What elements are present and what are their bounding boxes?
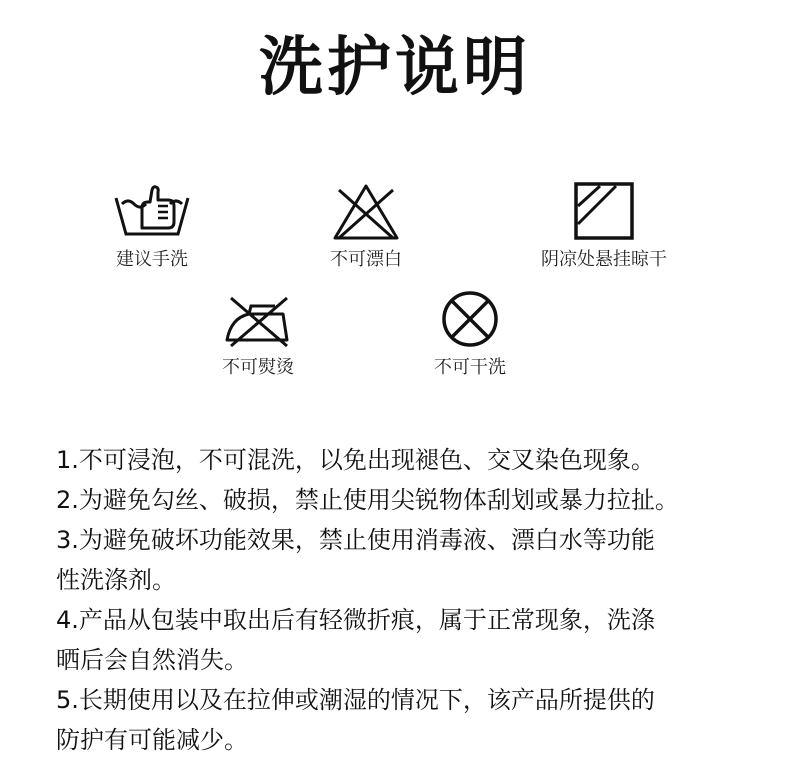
no-dry-clean-icon bbox=[370, 288, 570, 350]
care-label-dry-in-shade: 阴凉处悬挂晾干 bbox=[541, 249, 667, 270]
instruction-item: 1.不可浸泡，不可混洗，以免出现褪色、交叉染色现象。 bbox=[56, 446, 655, 474]
care-label-no-iron: 不可熨烫 bbox=[222, 357, 294, 378]
care-symbol-dry-in-shade bbox=[504, 180, 704, 272]
care-label-no-dry-clean: 不可干洗 bbox=[434, 357, 506, 378]
care-label-hand-wash: 建议手洗 bbox=[116, 249, 188, 270]
care-symbol-hand-wash bbox=[52, 178, 252, 272]
care-symbol-no-dry-clean bbox=[370, 288, 570, 380]
instructions-list bbox=[56, 440, 756, 760]
instruction-item: 4.产品从包装中取出后有轻微折痕，属于正常现象，洗涤 晒后会自然消失。 bbox=[56, 606, 655, 674]
no-iron-icon bbox=[158, 290, 358, 350]
no-bleach-icon bbox=[266, 182, 466, 242]
page-title: 洗护说明 bbox=[259, 31, 531, 105]
care-symbol-no-iron bbox=[158, 290, 358, 380]
dry-flat-in-shade-icon bbox=[504, 180, 704, 242]
care-label-no-bleach: 不可漂白 bbox=[330, 249, 402, 270]
instruction-item: 5.长期使用以及在拉伸或潮湿的情况下，该产品所提供的 防护有可能减少。 bbox=[56, 686, 655, 754]
instruction-item: 2.为避免勾丝、破损，禁止使用尖锐物体刮划或暴力拉扯。 bbox=[56, 486, 679, 514]
hand-wash-icon bbox=[52, 178, 252, 242]
care-symbol-no-bleach bbox=[266, 182, 466, 272]
instruction-item: 3.为避免破坏功能效果，禁止使用消毒液、漂白水等功能 性洗涤剂。 bbox=[56, 526, 655, 594]
